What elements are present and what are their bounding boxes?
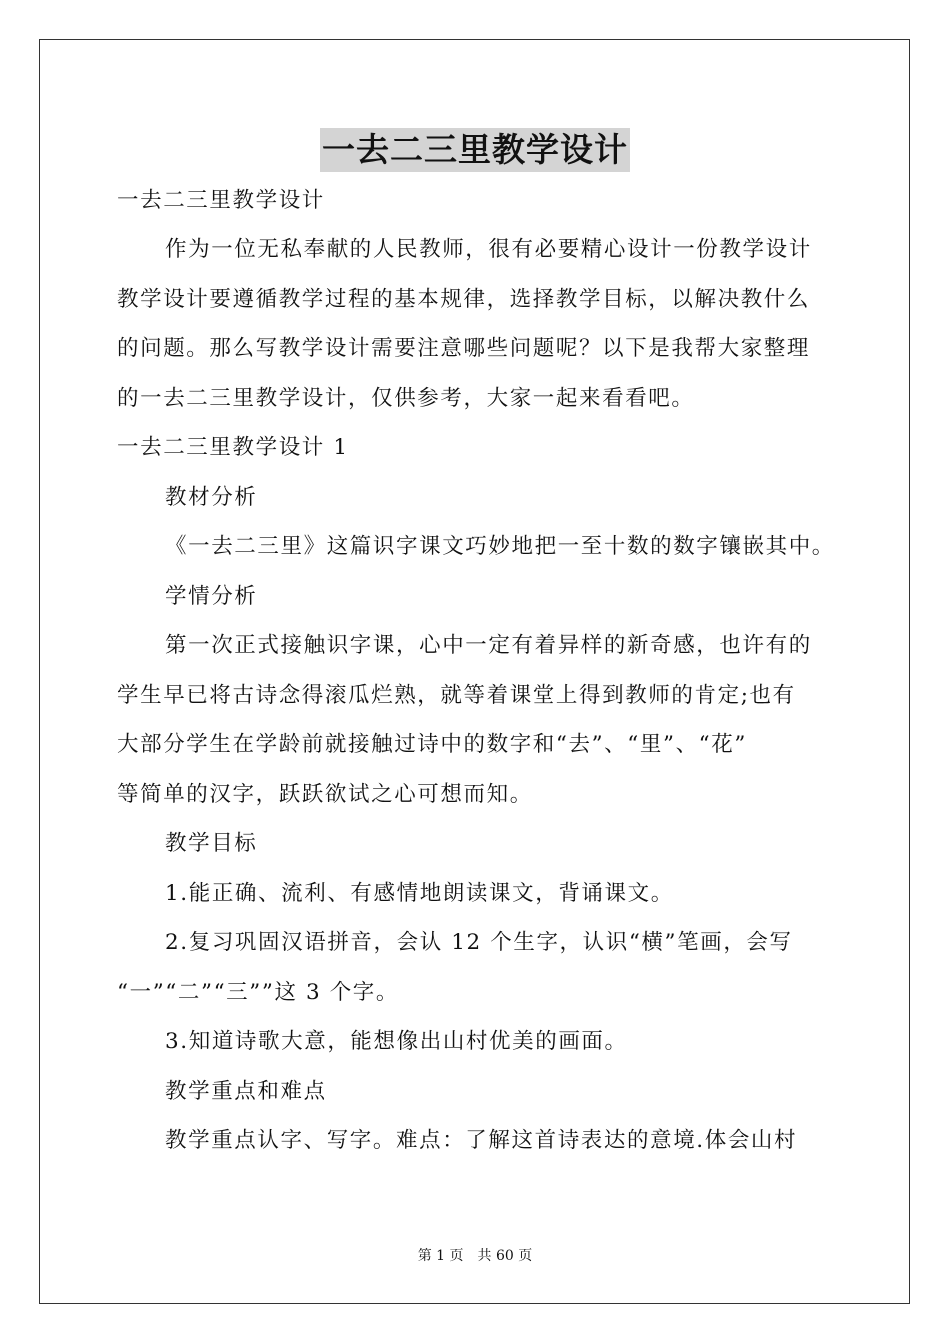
text-line: 教学设计要遵循教学过程的基本规律，选择教学目标，以解决教什么 [117, 287, 811, 312]
document-title: 一去二三里教学设计 [320, 128, 630, 172]
text-line: 的问题。那么写教学设计需要注意哪些问题呢？以下是我帮大家整理 [117, 336, 811, 361]
page-border [39, 39, 910, 1304]
list-item: 2.复习巩固汉语拼音，会认 12 个生字，认识“横”笔画，会写 [165, 930, 793, 955]
text-line: 《一去二三里》这篇识字课文巧妙地把一至十数的数字镶嵌其中。 [165, 534, 835, 559]
section-heading: 一去二三里教学设计 1 [117, 435, 349, 460]
text-line: 学生早已将古诗念得滚瓜烂熟，就等着课堂上得到教师的肯定;也有 [117, 683, 796, 708]
text-line: 第一次正式接触识字课，心中一定有着异样的新奇感，也许有的 [165, 633, 812, 658]
list-item: 3.知道诗歌大意，能想像出山村优美的画面。 [165, 1029, 628, 1054]
subheading: 教材分析 [165, 485, 258, 510]
subheading: 教学重点和难点 [165, 1079, 327, 1104]
subheading: 学情分析 [165, 584, 258, 609]
subheading: 教学目标 [165, 831, 258, 856]
page-footer: 第 1 页 共 60 页 [417, 1248, 533, 1264]
text-line: 大部分学生在学龄前就接触过诗中的数字和“去”、“里”、“花” [117, 732, 747, 757]
text-line: “一”“二”“三””这 3 个字。 [117, 980, 399, 1005]
document-title-wrapper [0, 128, 950, 172]
text-line: 等简单的汉字，跃跃欲试之心可想而知。 [117, 782, 533, 807]
text-line: 作为一位无私奉献的人民教师，很有必要精心设计一份教学设计 [165, 237, 812, 262]
list-item: 1.能正确、流利、有感情地朗读课文，背诵课文。 [165, 881, 674, 906]
text-line: 一去二三里教学设计 [117, 188, 325, 213]
text-line: 的一去二三里教学设计，仅供参考，大家一起来看看吧。 [117, 386, 695, 411]
text-line: 教学重点认字、写字。难点：了解这首诗表达的意境.体会山村 [165, 1128, 798, 1153]
